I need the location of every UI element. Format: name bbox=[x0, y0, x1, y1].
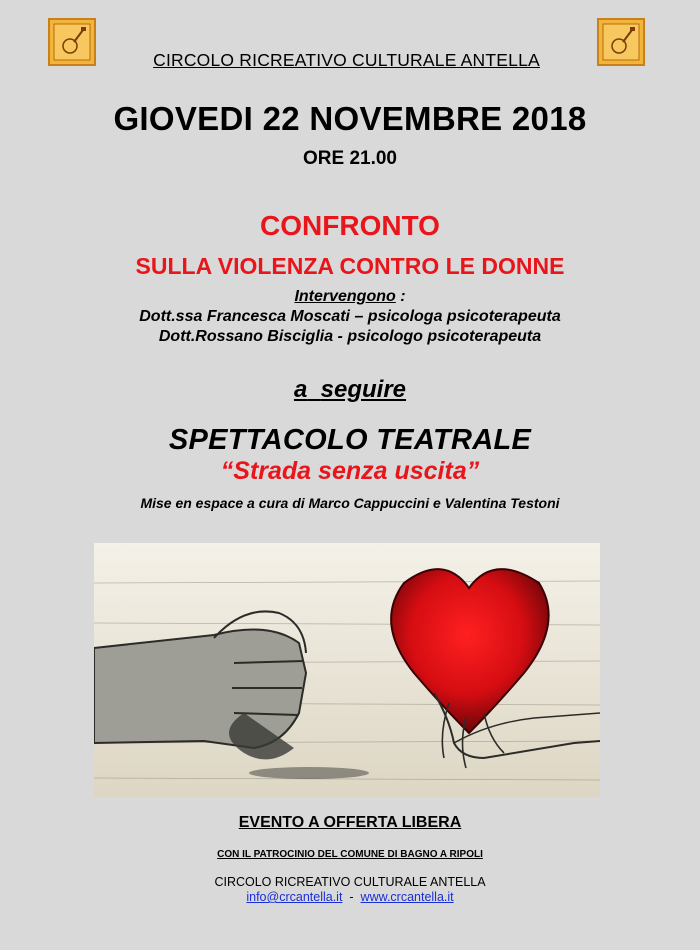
org-header: CIRCOLO RICREATIVO CULTURALE ANTELLA bbox=[153, 50, 540, 70]
circolo-logo-left bbox=[48, 18, 96, 66]
followup-spacer bbox=[307, 376, 320, 403]
followup-heading bbox=[0, 376, 700, 404]
speakers-colon: : bbox=[395, 288, 406, 305]
followup-label: seguire bbox=[320, 376, 407, 403]
speakers-heading bbox=[0, 288, 700, 306]
email-link[interactable]: info@crcantella.it bbox=[246, 890, 343, 904]
contact-separator: - bbox=[349, 890, 354, 904]
footer-org-name: CIRCOLO RICREATIVO CULTURALE ANTELLA bbox=[214, 875, 486, 889]
contact-line bbox=[0, 890, 700, 904]
show-heading: SPETTACOLO TEATRALE bbox=[168, 424, 532, 456]
patronage-notice: CON IL PATROCINIO DEL COMUNE DI BAGNO A RIPOLI bbox=[217, 849, 483, 860]
show-title: “Strada senza uscita” bbox=[220, 457, 480, 485]
talk-subtitle: SULLA VIOLENZA CONTRO LE DONNE bbox=[135, 253, 565, 279]
talk-title: CONFRONTO bbox=[260, 210, 440, 241]
followup-prefix: a bbox=[293, 376, 308, 403]
show-credits: Mise en espace a cura di Marco Cappuccini e Valentina Testoni bbox=[140, 495, 560, 511]
circolo-logo-right bbox=[597, 18, 645, 66]
website-link[interactable]: www.crcantella.it bbox=[360, 890, 454, 904]
event-date: GIOVEDI 22 NOVEMBRE 2018 bbox=[113, 100, 587, 137]
speaker-1: Dott.ssa Francesca Moscati – psicologa psicoterapeuta bbox=[139, 308, 561, 325]
event-time: ORE 21.00 bbox=[303, 148, 397, 169]
speakers-label: Intervengono bbox=[294, 288, 396, 305]
speaker-2: Dott.Rossano Bisciglia - psicologo psicoterapeuta bbox=[158, 328, 542, 345]
free-offer-notice: EVENTO A OFFERTA LIBERA bbox=[238, 814, 462, 831]
fist-and-heart-illustration bbox=[94, 543, 600, 797]
